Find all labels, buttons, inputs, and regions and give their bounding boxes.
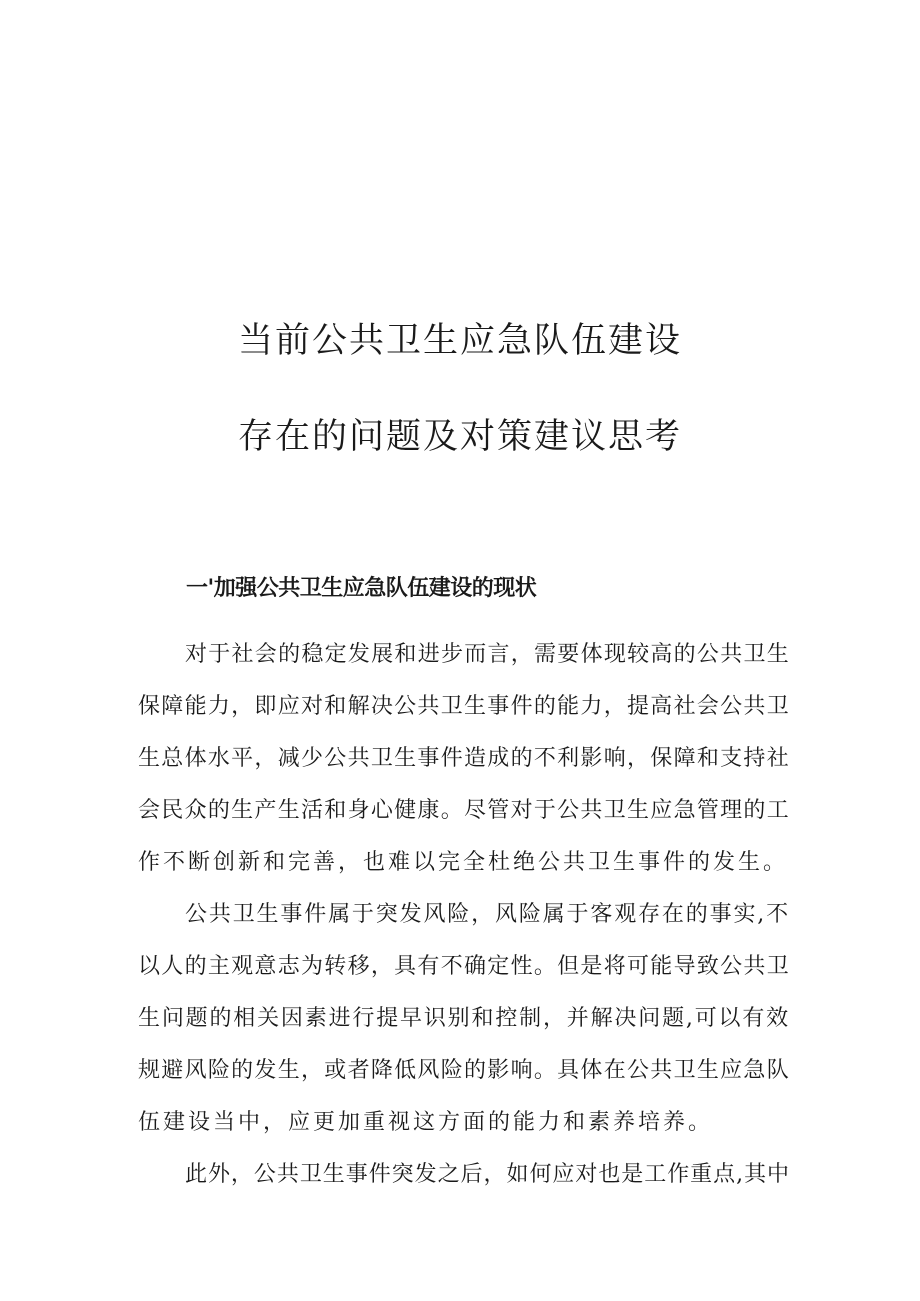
paragraph-line: 此外，公共卫生事件突发之后，如何应对也是工作重点,其中	[185, 1162, 790, 1187]
paragraph-1	[138, 629, 790, 889]
paragraph-line: 伍建设当中，应更加重视这方面的能力和素养培养。	[138, 1110, 714, 1135]
paragraph-line: 作不断创新和完善，也难以完全杜绝公共卫生事件的发生。	[138, 850, 789, 875]
paragraph-line: 公共卫生事件属于突发风险，风险属于客观存在的事实,不	[185, 902, 790, 927]
paragraph-2	[138, 889, 790, 1149]
paragraph-line: 对于社会的稳定发展和进步而言，需要体现较高的公共卫生	[185, 642, 791, 667]
paragraph-line: 生问题的相关因素进行提早识别和控制，并解决问题,可以有效	[138, 1006, 790, 1031]
paragraph-line: 规避风险的发生，或者降低风险的影响。具体在公共卫生应急队	[138, 1058, 791, 1083]
paragraph-line: 以人的主观意志为转移，具有不确定性。但是将可能导致公共卫	[138, 954, 791, 979]
paragraph-line: 生总体水平，减少公共卫生事件造成的不利影响，保障和支持社	[138, 746, 791, 771]
paragraph-line: 保障能力，即应对和解决公共卫生事件的能力，提高社会公共卫	[138, 694, 791, 719]
document-title-line-2: 存在的问题及对策建议思考	[237, 417, 682, 457]
paragraph-line: 会民众的生产生活和身心健康。尽管对于公共卫生应急管理的工	[138, 798, 791, 823]
document-title-line-1: 当前公共卫生应急队伍建设	[237, 321, 682, 361]
paragraph-3	[138, 1149, 790, 1201]
section-heading: 一'加强公共卫生应急队伍建设的现状	[186, 576, 537, 601]
